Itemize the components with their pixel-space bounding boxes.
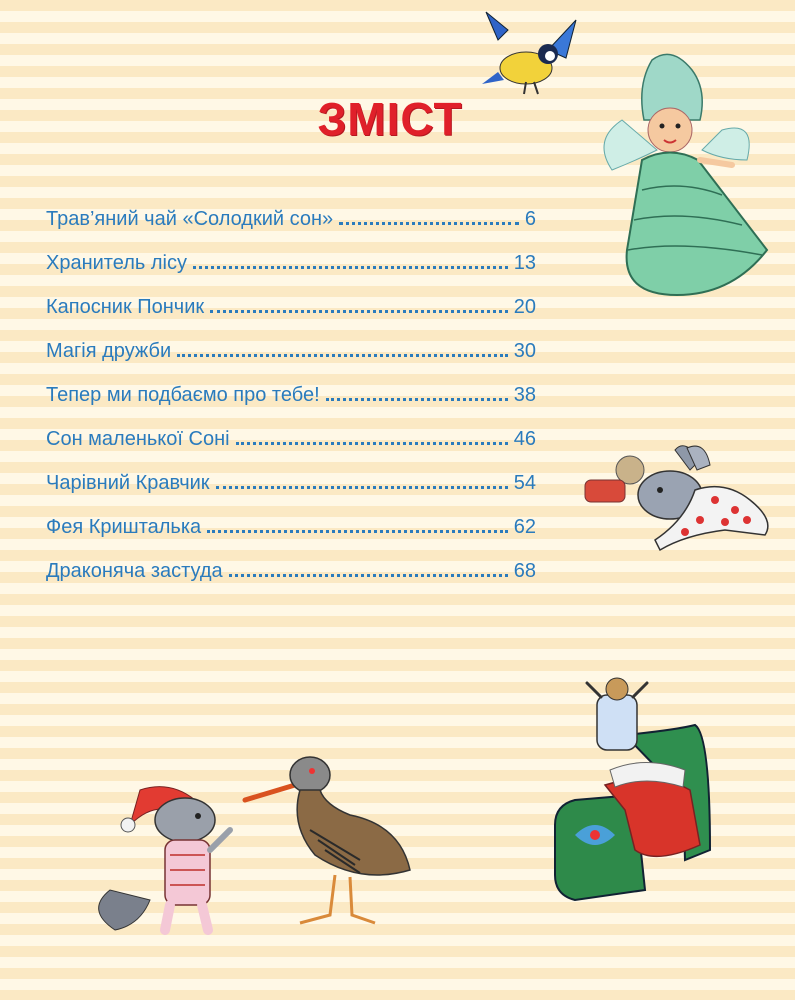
heron-illustration <box>240 745 440 930</box>
toc-entry-title: Капосник Пончик <box>46 296 205 318</box>
rabbit-illustration <box>575 440 785 560</box>
toc-leader-dots <box>210 310 508 313</box>
toc-entry[interactable] <box>46 361 536 405</box>
toc-entry-page: 68 <box>513 560 536 582</box>
fairy-illustration <box>582 50 782 300</box>
toc-leader-dots <box>216 486 508 489</box>
toc-entry-title: Драконяча застуда <box>46 560 223 582</box>
toc-leader-dots <box>193 266 508 269</box>
toc-entry-page: 62 <box>513 516 536 538</box>
toc-leader-dots <box>207 530 508 533</box>
toc-entry[interactable] <box>46 449 536 493</box>
toc-entry-title: Фея Кришталька <box>46 516 202 538</box>
toc-entry[interactable] <box>46 537 536 581</box>
toc-leader-dots <box>326 398 508 401</box>
toc-entry-page: 30 <box>513 340 536 362</box>
toc-leader-dots <box>229 574 508 577</box>
mouse-on-bed-illustration <box>535 675 735 915</box>
toc-entry[interactable] <box>46 493 536 537</box>
toc-entry-title: Тепер ми подбаємо про тебе! <box>46 384 320 406</box>
toc-entry-title: Магія дружби <box>46 340 172 362</box>
dormouse-illustration <box>90 780 250 945</box>
toc-entry[interactable] <box>46 405 536 449</box>
toc-entry-page: 54 <box>513 472 536 494</box>
toc-entry-title: Сон маленької Соні <box>46 428 230 450</box>
toc-entry[interactable] <box>46 229 536 273</box>
toc-leader-dots <box>339 222 519 225</box>
toc-entry-title: Хранитель лісу <box>46 252 187 274</box>
toc-leader-dots <box>236 442 508 445</box>
toc-entry-page: 13 <box>513 252 536 274</box>
toc-entry-page: 46 <box>513 428 536 450</box>
toc-entry-title: Трав’яний чай «Солодкий сон» <box>46 208 334 230</box>
toc-entry-page: 20 <box>513 296 536 318</box>
table-of-contents <box>46 205 536 581</box>
page-title: ЗМІСТ <box>317 93 463 145</box>
toc-entry[interactable] <box>46 317 536 361</box>
toc-entry-title: Чарівний Кравчик <box>46 472 210 494</box>
toc-entry[interactable] <box>46 273 536 317</box>
toc-entry-page: 6 <box>524 208 536 230</box>
toc-entry-page: 38 <box>513 384 536 406</box>
toc-entry[interactable] <box>46 205 536 229</box>
bird-illustration <box>478 10 588 100</box>
toc-leader-dots <box>177 354 508 357</box>
